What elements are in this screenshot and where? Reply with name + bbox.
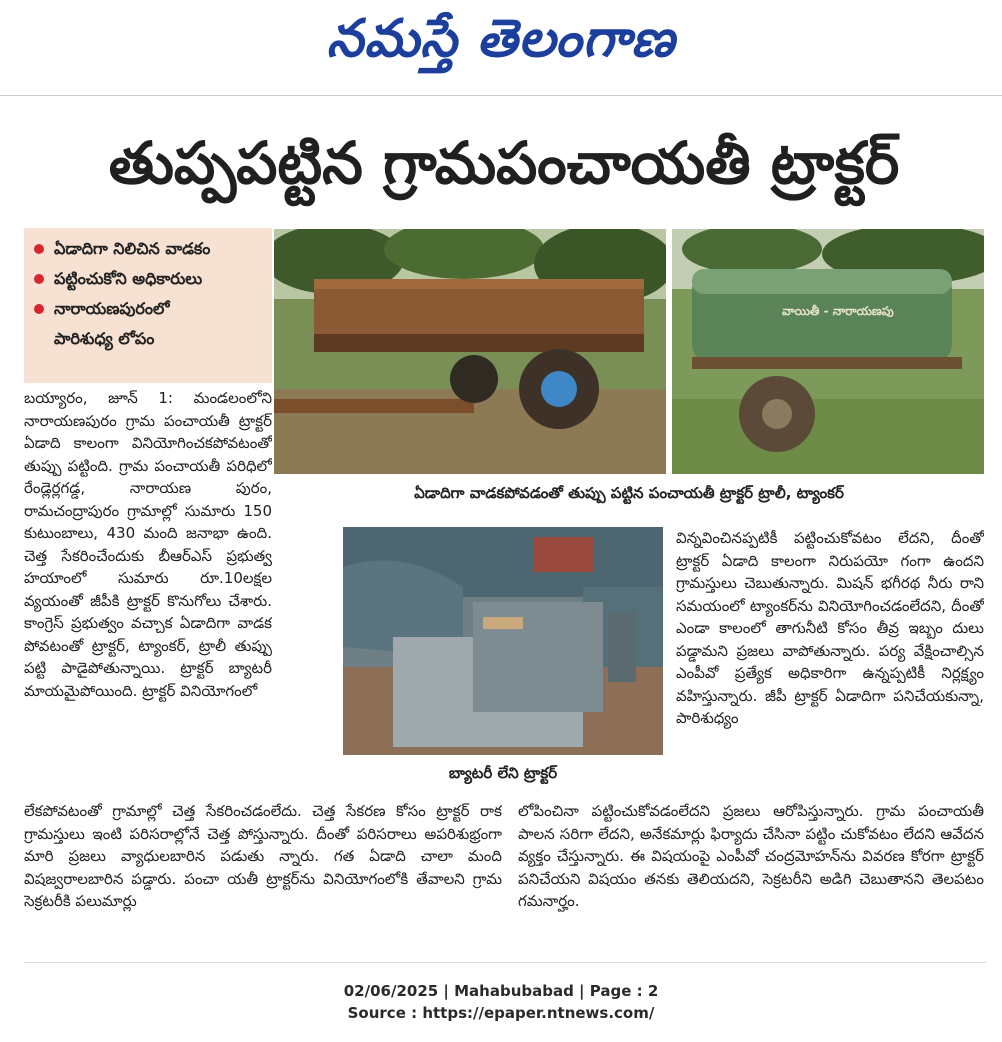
article-column-2-wide: లోపించినా పట్టించుకోవడంలేదని ప్రజలు ఆరోపిస్తున్నారు. గ్రామ పంచాయతీ పాలన సరిగా లేదని, అనేకమార్లు ఫిర్యాదు చేసినా పట్టిం చుకోవటం లేదని ఆవేదన వ్యక్తం చేస్తున్నారు. ఈ విషయంపై ఎంపీవో చంద్రమోహన్‌ను వివరణ కోరగా ట్రాక్టర్ పనిచేయని విషయం తనకు తెలియదని, సెక్రటరీని అడిగి చెబుతానని తెలపటం గమనార్హం.: [518, 802, 984, 910]
battery-photo: [343, 527, 663, 755]
battery-photo-caption: బ్యాటరీ లేని ట్రాక్టర్: [448, 764, 558, 782]
newspaper-masthead: నమస్తే తెలంగాణ: [326, 8, 676, 69]
tanker-photo: [672, 229, 984, 474]
bullet-dot-icon: [34, 244, 44, 254]
highlight-item: నారాయణపురంలో: [32, 294, 264, 324]
article-headline: తుప్పపట్టిన గ్రామపంచాయతీ ట్రాక్టర్: [108, 129, 900, 197]
article-column-1-wide: లేకపోవటంతో గ్రామాల్లో చెత్త సేకరించడంలేదు. చెత్త సేకరణ కోసం ట్రాక్టర్ రాక గ్రామస్తులు ఇంటి పరిసరాల్లోనే చెత్త పోస్తున్నారు. దీంతో పరిసరాలు అపరిశుభ్రంగా మారి ప్రజలు వ్యాధులబారిన పడుతు న్నారు. గత ఏడాది చాలా మంది విషజ్వరాలబారిన పడ్డారు. పంచా యతీ ట్రాక్టర్‌ను వినియోగంలోకి తేవాలని గ్రామ సెక్రటరీకి పలుమార్లు: [24, 802, 502, 910]
highlight-item: పట్టించుకోని అధికారులు: [32, 264, 264, 294]
article-column-2: విన్నవించినప్పటికీ పట్టించుకోవటం లేదని, దీంతో ట్రాక్టర్ ఏడాది కాలంగా నిరుపయో గంగా ఉందని గ్రామస్తులు చెబుతున్నారు. మిషన్ భగీరథ నీరు రాని సమయంలో ట్యాంకర్‌ను వినియోగించడంలేదని, దీంతో ఎండా కాలంలో తాగునీటి కోసం తీవ్ర ఇబ్బం దులు పడ్డామని ప్రజలు వాపోతున్నారు. పర్య వేక్షించాల్సిన ఎంపీవో ప్రత్యేక అధికారిగా ఉన్నప్పటికీ నిర్లక్ష్యం వహిస్తున్నారు. జీపీ ట్రాక్టర్ ఏడాదిగా పనిచేయకున్నా, పారిశుధ్యం: [676, 529, 984, 727]
bullet-dot-icon: [34, 304, 44, 314]
article-column-1: బయ్యారం, జూన్ 1: మండలంలోని నారాయణపురం గ్రామ పంచాయతీ ట్రాక్టర్ ఏడాది కాలంగా వినియోగించకపోవటంతో తుప్పు పట్టింది. గ్రామ పంచాయతీ పరిధిలో రేండ్లెర్లగడ్డ, నారాయణ పురం, రామచంద్రాపురం గ్రామాల్లో సుమారు 150 కుటుంబాలు, 430 మంది జనాభా ఉంది. చెత్త సేకరించేందుకు బీఆర్ఎస్ ప్రభుత్వ హయాంలో సుమారు రూ.10లక్షల వ్యయంతో జీపీకి ట్రాక్టర్ కొనుగోలు చేశారు. కాంగ్రెస్ ప్రభుత్వం వచ్చాక ఏడాదిగా వాడక పోవటంతో ట్రాక్టర్, ట్యాంకర్, ట్రాలీ తుప్పు పట్టి పాడైపోతున్నాయి. ట్రాక్టర్ బ్యాటరీ మాయమైపోయింది. ట్రాక్టర్ వినియోగంలో: [24, 389, 272, 700]
footer-divider: [24, 962, 986, 963]
footer-source: Source : https://epaper.ntnews.com/: [347, 1004, 655, 1022]
masthead-divider: [0, 95, 1002, 96]
highlight-item: ఏడాదిగా నిలిచిన వాడకం: [32, 234, 264, 264]
trolley-photo: [274, 229, 666, 474]
bullet-dot-icon: [34, 274, 44, 284]
footer-date-edition: 02/06/2025 | Mahabubabad | Page : 2: [343, 982, 659, 1000]
highlight-item-continuation: పారిశుధ్య లోపం: [54, 329, 155, 348]
tanker-label: వాయితీ - నారాయణపు: [782, 304, 894, 318]
top-photo-caption: ఏడాదిగా వాడకపోవడంతో తుప్పు పట్టిన పంచాయతీ ట్రాక్టర్ ట్రాలీ, ట్యాంకర్: [414, 484, 844, 502]
highlight-box: [24, 228, 272, 383]
